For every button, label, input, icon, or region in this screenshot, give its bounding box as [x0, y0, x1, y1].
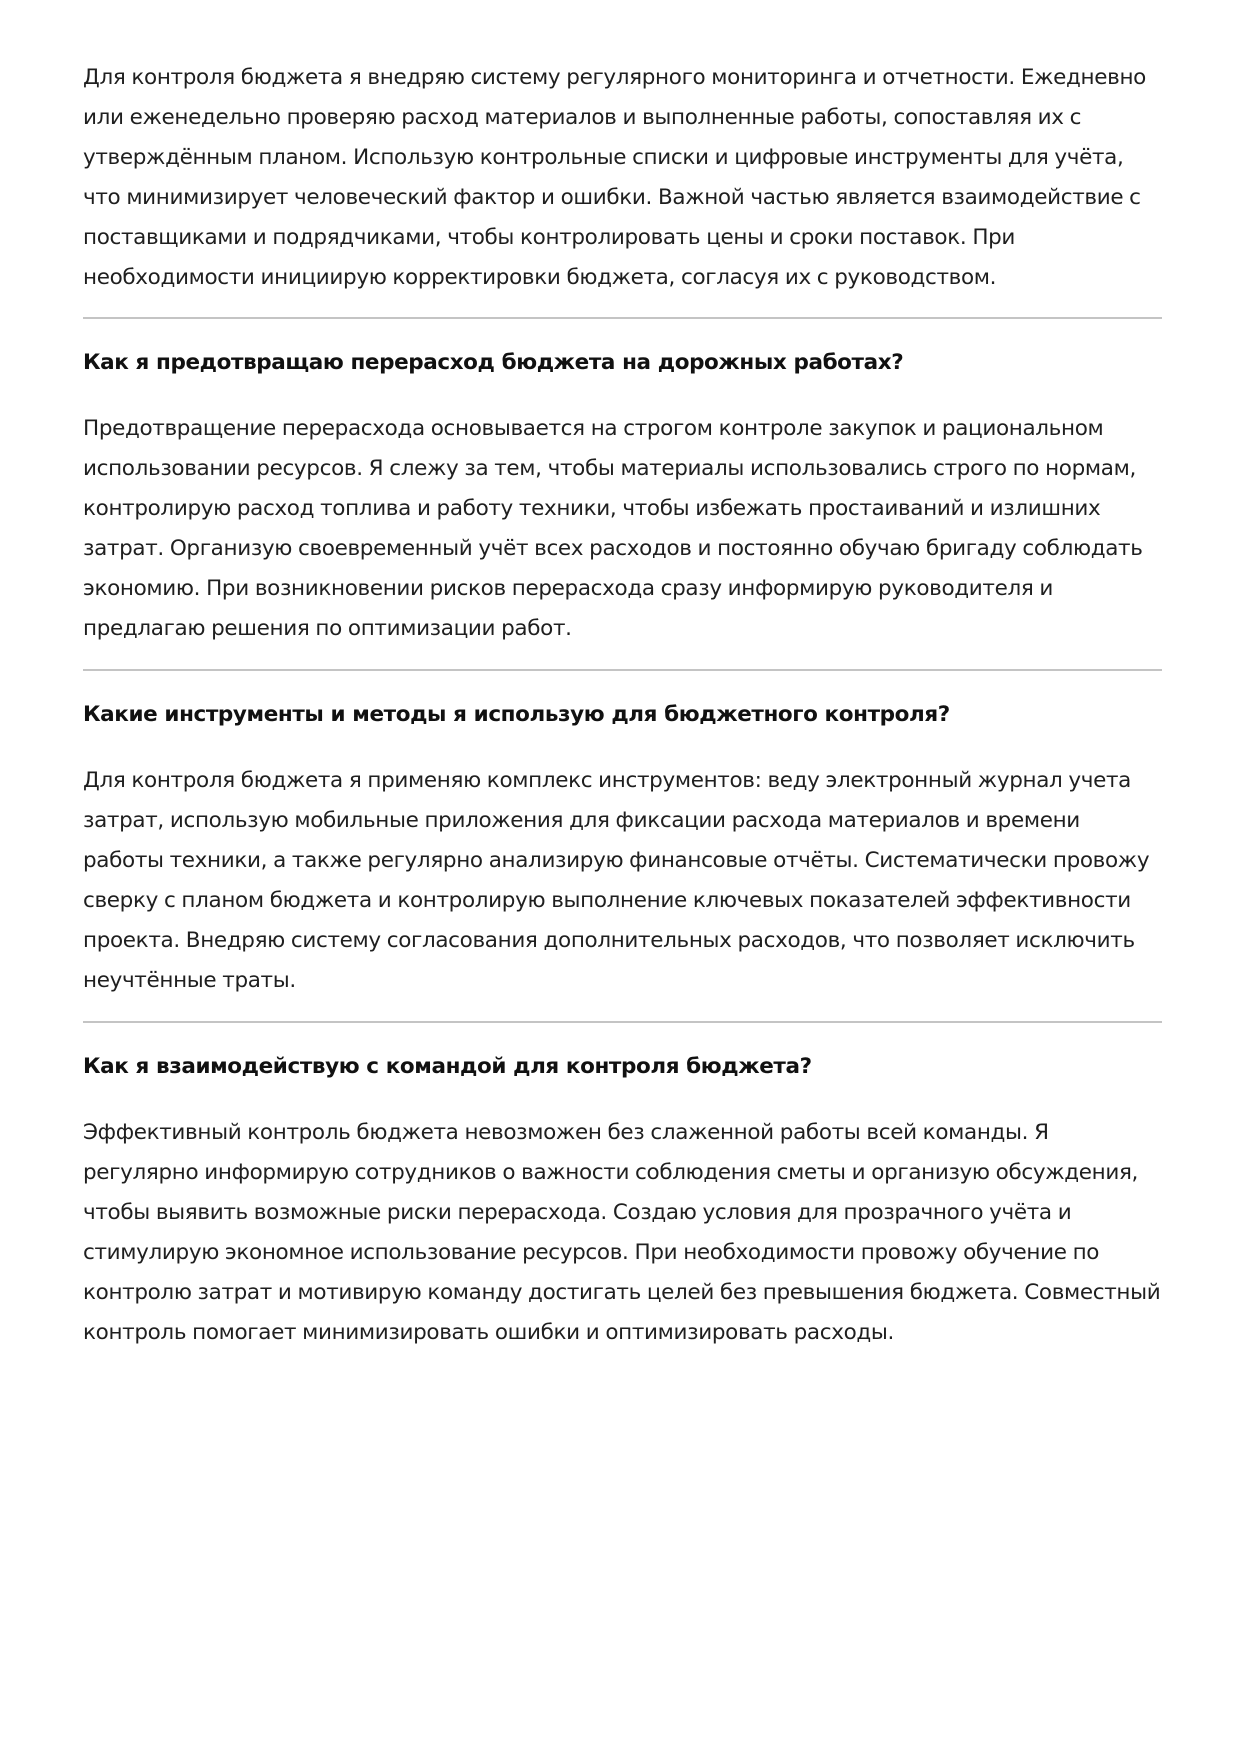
section-heading-tools-methods: Какие инструменты и методы я использую для бюджетного контроля?	[83, 702, 950, 727]
section-heading-team-interaction: Как я взаимодействую с командой для контроля бюджета?	[83, 1054, 812, 1079]
section-paragraph-overspend-prevention: Предотвращение перерасхода основывается на строгом контроле закупок и рациональном использовании ресурсов. Я слежу за тем, чтобы материалы использовались строго по нормам, контролирую расход топлива и работу техники, чтобы избежать простаиваний и излишних затрат. Организую своевременный учёт всех расходов и постоянно обучаю бригаду соблюдать экономию. При возникновении рисков перерасхода сразу информирую руководителя и предлагаю решения по оптимизации работ.	[83, 416, 1143, 641]
section-divider	[83, 1021, 1162, 1023]
section-divider	[83, 669, 1162, 671]
section-paragraph-tools-methods: Для контроля бюджета я применяю комплекс инструментов: веду электронный журнал учета затрат, использую мобильные приложения для фиксации расхода материалов и времени работы техники, а также регулярно анализирую финансовые отчёты. Систематически провожу сверку с планом бюджета и контролирую выполнение ключевых показателей эффективности проекта. Внедряю систему согласования дополнительных расходов, что позволяет исключить неучтённые траты.	[83, 768, 1150, 993]
intro-paragraph: Для контроля бюджета я внедряю систему регулярного мониторинга и отчетности. Ежедневно или еженедельно проверяю расход материалов и выполненные работы, сопоставляя их с утверждённым планом. Использую контрольные списки и цифровые инструменты для учёта, что минимизирует человеческий фактор и ошибки. Важной частью является взаимодействие с поставщиками и подрядчиками, чтобы контролировать цены и сроки поставок. При необходимости инициирую корректировки бюджета, согласуя их с руководством.	[83, 65, 1146, 290]
section-divider	[83, 317, 1162, 319]
document-page	[83, 58, 1162, 1353]
section-paragraph-team-interaction: Эффективный контроль бюджета невозможен без слаженной работы всей команды. Я регулярно информирую сотрудников о важности соблюдения сметы и организую обсуждения, чтобы выявить возможные риски перерасхода. Создаю условия для прозрачного учёта и стимулирую экономное использование ресурсов. При необходимости провожу обучение по контролю затрат и мотивирую команду достигать целей без превышения бюджета. Совместный контроль помогает минимизировать ошибки и оптимизировать расходы.	[83, 1120, 1161, 1345]
section-heading-overspend-prevention: Как я предотвращаю перерасход бюджета на дорожных работах?	[83, 350, 904, 375]
